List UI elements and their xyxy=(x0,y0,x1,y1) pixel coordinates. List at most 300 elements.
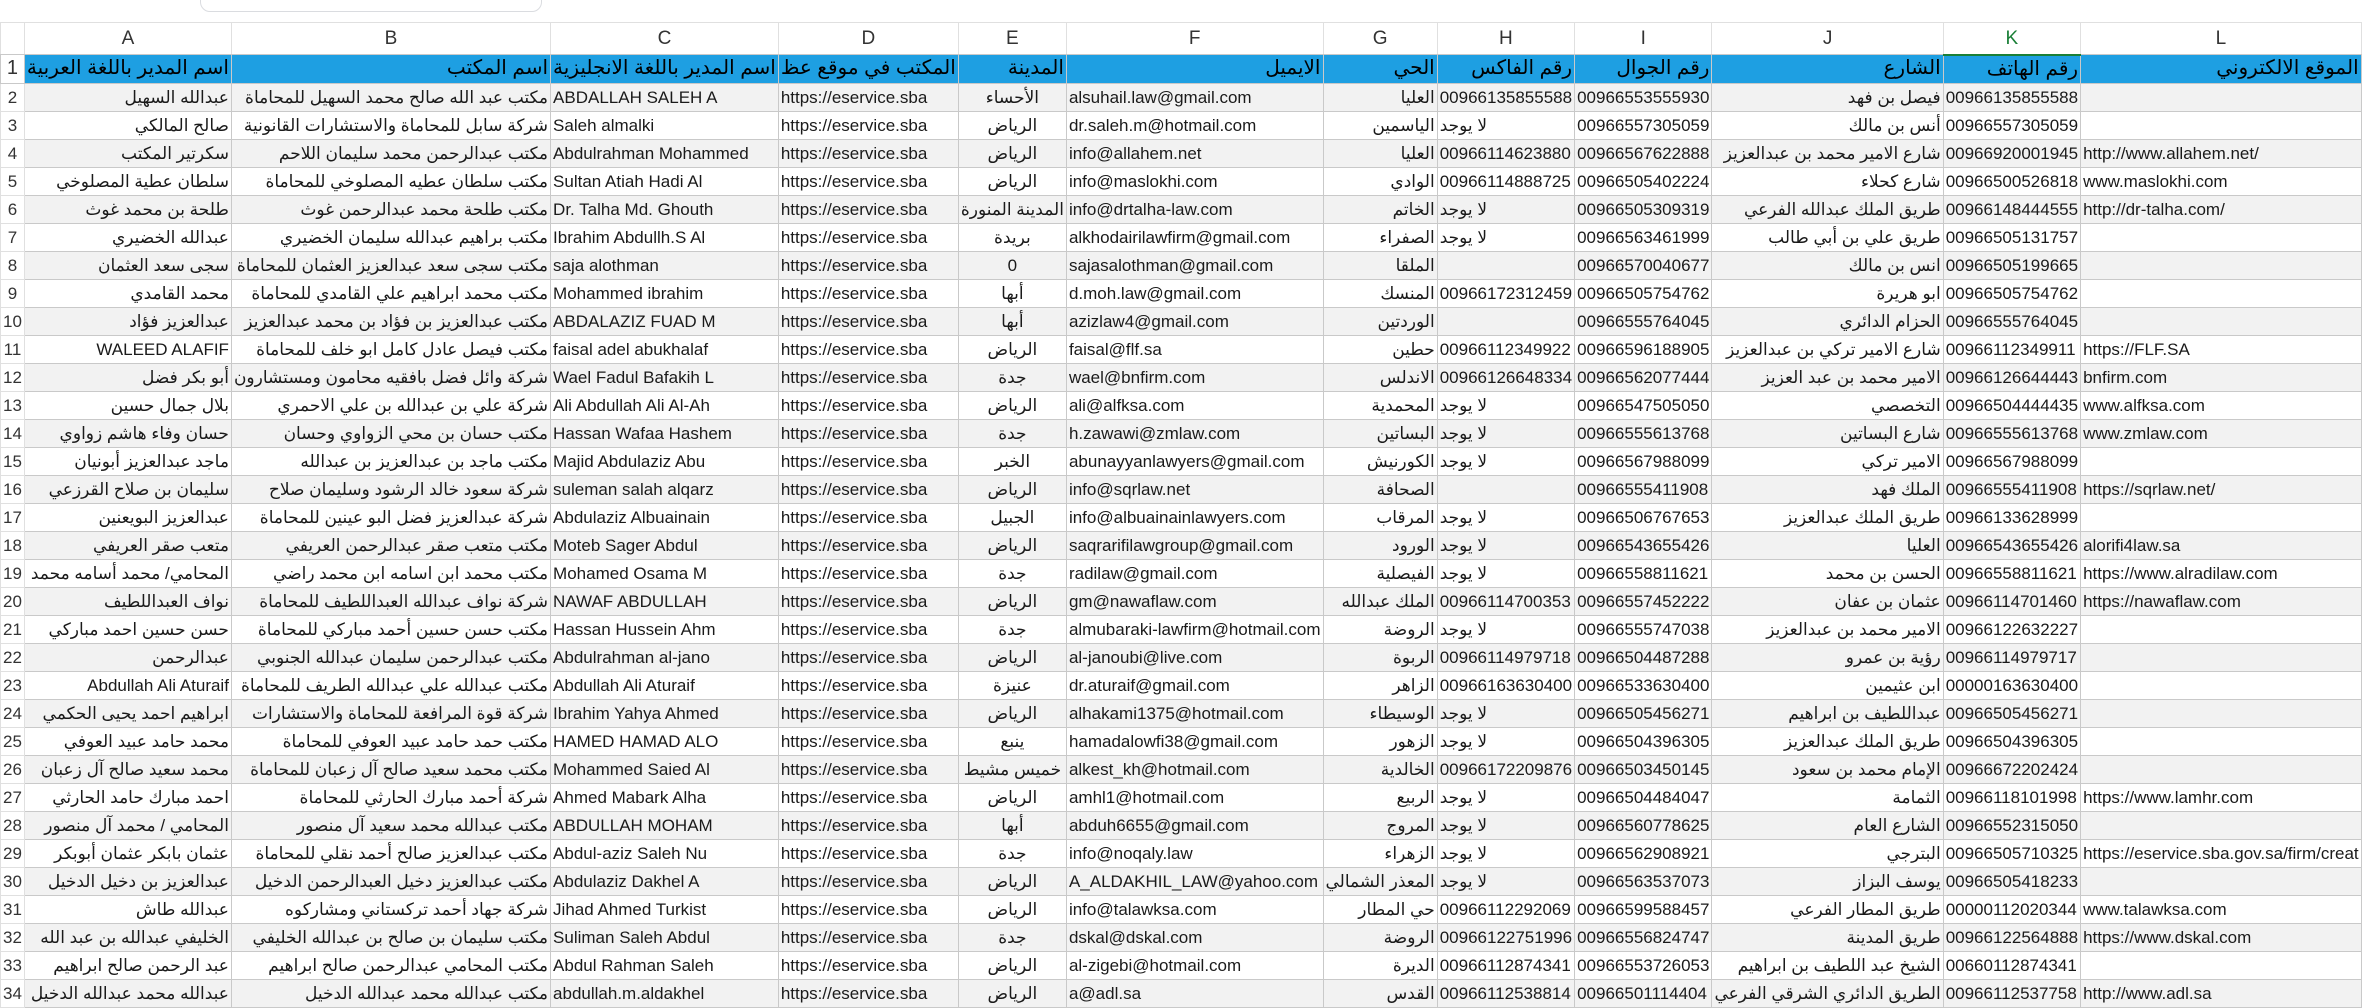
cell-office-link[interactable]: https://eservice.sba xyxy=(778,839,958,867)
cell-office-link[interactable]: https://eservice.sba xyxy=(778,559,958,587)
cell-district[interactable]: المحمدية xyxy=(1323,391,1437,419)
cell-district[interactable]: العليا xyxy=(1323,83,1437,111)
cell-district[interactable]: المنسك xyxy=(1323,279,1437,307)
cell-manager-english[interactable]: Ibrahim Abdullh.S Al xyxy=(551,223,779,251)
cell-city[interactable]: الرياض xyxy=(958,643,1066,671)
cell-email[interactable]: alsuhail.law@gmail.com xyxy=(1066,83,1323,111)
cell-manager-english[interactable]: HAMED HAMAD ALO xyxy=(551,727,779,755)
cell-city[interactable]: أبها xyxy=(958,811,1066,839)
column-header-a[interactable]: A xyxy=(24,23,231,55)
cell-mobile[interactable]: 00966563461999 xyxy=(1575,223,1712,251)
cell-district[interactable]: الملك عبدالله xyxy=(1323,587,1437,615)
cell-street[interactable]: الثمامة xyxy=(1712,783,1943,811)
cell-phone[interactable]: 00966118101998 xyxy=(1943,783,2080,811)
cell-website[interactable] xyxy=(2081,699,2362,727)
cell-fax[interactable]: 00966114888725 xyxy=(1437,167,1574,195)
cell-office-link[interactable]: https://eservice.sba xyxy=(778,419,958,447)
cell-district[interactable]: الورود xyxy=(1323,531,1437,559)
cell-city[interactable]: الرياض xyxy=(958,475,1066,503)
cell-office-name[interactable]: مكتب عبدالعزيز صالح أحمد نقلي للمحاماة xyxy=(231,839,550,867)
cell-district[interactable]: الملقا xyxy=(1323,251,1437,279)
cell-street[interactable]: طريق الملك عبدالعزيز xyxy=(1712,727,1943,755)
cell-manager-english[interactable]: saja alothman xyxy=(551,251,779,279)
cell-phone[interactable]: 00966552315050 xyxy=(1943,811,2080,839)
cell-district[interactable]: حي المطار xyxy=(1323,895,1437,923)
row-number[interactable]: 31 xyxy=(1,895,25,923)
cell-office-link[interactable]: https://eservice.sba xyxy=(778,531,958,559)
cell-phone[interactable]: 00966555613768 xyxy=(1943,419,2080,447)
cell-phone[interactable]: 00966135855588 xyxy=(1943,83,2080,111)
cell-city[interactable]: خميس مشيط xyxy=(958,755,1066,783)
cell-phone[interactable]: 00966114979717 xyxy=(1943,643,2080,671)
cell-fax[interactable]: 00966112538814 xyxy=(1437,979,1574,1007)
cell-office-name[interactable]: مكتب عبد الله صالح محمد السهيل للمحاماة xyxy=(231,83,550,111)
cell-office-link[interactable]: https://eservice.sba xyxy=(778,867,958,895)
cell-city[interactable]: الرياض xyxy=(958,391,1066,419)
row-number[interactable]: 28 xyxy=(1,811,25,839)
cell-manager-arabic[interactable]: متعب صقر العريفي xyxy=(24,531,231,559)
cell-street[interactable]: طريق علي بن أبي طالب xyxy=(1712,223,1943,251)
row-number[interactable]: 4 xyxy=(1,139,25,167)
cell-fax[interactable]: لا يوجد xyxy=(1437,419,1574,447)
cell-city[interactable]: الرياض xyxy=(958,167,1066,195)
cell-phone[interactable]: 00966505199665 xyxy=(1943,251,2080,279)
cell-mobile[interactable]: 00966596188905 xyxy=(1575,335,1712,363)
row-number[interactable]: 7 xyxy=(1,223,25,251)
cell-website[interactable]: https://nawaflaw.com xyxy=(2081,587,2362,615)
cell-mobile[interactable]: 00966556824747 xyxy=(1575,923,1712,951)
cell-website[interactable] xyxy=(2081,727,2362,755)
cell-website[interactable] xyxy=(2081,867,2362,895)
cell-website[interactable] xyxy=(2081,111,2362,139)
cell-email[interactable]: info@albuainainlawyers.com xyxy=(1066,503,1323,531)
cell-website[interactable]: http://dr-talha.com/ xyxy=(2081,195,2362,223)
header-cell-phone[interactable]: رقم الهاتف xyxy=(1943,55,2080,84)
cell-fax[interactable] xyxy=(1437,251,1574,279)
cell-fax[interactable]: لا يوجد xyxy=(1437,727,1574,755)
cell-manager-english[interactable]: Mohamed Osama M xyxy=(551,559,779,587)
cell-website[interactable] xyxy=(2081,223,2362,251)
cell-city[interactable]: الرياض xyxy=(958,531,1066,559)
cell-mobile[interactable]: 00966505309319 xyxy=(1575,195,1712,223)
cell-street[interactable]: شارع الامير محمد بن عبدالعزيز xyxy=(1712,139,1943,167)
cell-street[interactable]: طريق الملك عبدالله الفرعي xyxy=(1712,195,1943,223)
cell-phone[interactable]: 00966500526818 xyxy=(1943,167,2080,195)
cell-district[interactable]: الربيع xyxy=(1323,783,1437,811)
row-number[interactable]: 13 xyxy=(1,391,25,419)
cell-website[interactable]: www.talawksa.com xyxy=(2081,895,2362,923)
cell-manager-arabic[interactable]: عبدالعزيز البويعنين xyxy=(24,503,231,531)
cell-mobile[interactable]: 00966558811621 xyxy=(1575,559,1712,587)
cell-manager-arabic[interactable]: سجى سعد العثمان xyxy=(24,251,231,279)
cell-email[interactable]: sajasalothman@gmail.com xyxy=(1066,251,1323,279)
cell-phone[interactable]: 00966567988099 xyxy=(1943,447,2080,475)
cell-office-link[interactable]: https://eservice.sba xyxy=(778,363,958,391)
cell-mobile[interactable]: 00966560778625 xyxy=(1575,811,1712,839)
cell-mobile[interactable]: 00966555613768 xyxy=(1575,419,1712,447)
column-header-g[interactable]: G xyxy=(1323,23,1437,55)
cell-office-link[interactable]: https://eservice.sba xyxy=(778,783,958,811)
cell-office-name[interactable]: مكتب محمد ابراهيم علي القامدي للمحاماة xyxy=(231,279,550,307)
cell-mobile[interactable]: 00966501114404 xyxy=(1575,979,1712,1007)
cell-street[interactable]: الطريق الدائري الشرقي الفرعي xyxy=(1712,979,1943,1007)
cell-manager-english[interactable]: Abdulaziz Albuainain xyxy=(551,503,779,531)
cell-mobile[interactable]: 00966555411908 xyxy=(1575,475,1712,503)
cell-street[interactable]: البترجي xyxy=(1712,839,1943,867)
cell-manager-english[interactable]: Saleh almalki xyxy=(551,111,779,139)
cell-email[interactable]: alhakami1375@hotmail.com xyxy=(1066,699,1323,727)
row-number[interactable]: 15 xyxy=(1,447,25,475)
cell-district[interactable]: الربوة xyxy=(1323,643,1437,671)
cell-manager-english[interactable]: Abdulaziz Dakhel A xyxy=(551,867,779,895)
cell-manager-english[interactable]: Mohammed Saied Al xyxy=(551,755,779,783)
cell-office-link[interactable]: https://eservice.sba xyxy=(778,979,958,1007)
cell-office-link[interactable]: https://eservice.sba xyxy=(778,895,958,923)
cell-email[interactable]: info@drtalha-law.com xyxy=(1066,195,1323,223)
cell-mobile[interactable]: 00966562077444 xyxy=(1575,363,1712,391)
cell-office-name[interactable]: شركة قوة المرافعة للمحاماة والاستشارات xyxy=(231,699,550,727)
cell-city[interactable]: الرياض xyxy=(958,979,1066,1007)
cell-phone[interactable]: 00000112020344 xyxy=(1943,895,2080,923)
cell-street[interactable]: شارع الامير تركي بن عبدالعزيز xyxy=(1712,335,1943,363)
cell-fax[interactable]: 00966172312459 xyxy=(1437,279,1574,307)
cell-email[interactable]: alkest_kh@hotmail.com xyxy=(1066,755,1323,783)
cell-city[interactable]: الرياض xyxy=(958,951,1066,979)
cell-street[interactable]: الحسن بن محمد xyxy=(1712,559,1943,587)
row-number[interactable]: 12 xyxy=(1,363,25,391)
cell-fax[interactable]: لا يوجد xyxy=(1437,111,1574,139)
cell-mobile[interactable]: 00966570040677 xyxy=(1575,251,1712,279)
cell-city[interactable]: الرياض xyxy=(958,335,1066,363)
row-number[interactable]: 19 xyxy=(1,559,25,587)
cell-website[interactable] xyxy=(2081,811,2362,839)
cell-office-link[interactable]: https://eservice.sba xyxy=(778,83,958,111)
cell-phone[interactable]: 00966555411908 xyxy=(1943,475,2080,503)
cell-email[interactable]: info@sqrlaw.net xyxy=(1066,475,1323,503)
cell-manager-english[interactable]: Abdullah Ali Aturaif xyxy=(551,671,779,699)
cell-mobile[interactable]: 00966505402224 xyxy=(1575,167,1712,195)
column-header-l[interactable]: L xyxy=(2081,23,2362,55)
cell-city[interactable]: أبها xyxy=(958,279,1066,307)
cell-fax[interactable]: 00966172209876 xyxy=(1437,755,1574,783)
cell-city[interactable]: الرياض xyxy=(958,783,1066,811)
cell-mobile[interactable]: 00966505456271 xyxy=(1575,699,1712,727)
cell-manager-arabic[interactable]: بلال جمال حسين xyxy=(24,391,231,419)
cell-phone[interactable]: 00966126644443 xyxy=(1943,363,2080,391)
row-number[interactable]: 27 xyxy=(1,783,25,811)
cell-mobile[interactable]: 00966553555930 xyxy=(1575,83,1712,111)
cell-email[interactable]: info@maslokhi.com xyxy=(1066,167,1323,195)
row-number[interactable]: 32 xyxy=(1,923,25,951)
cell-city[interactable]: بريدة xyxy=(958,223,1066,251)
cell-office-name[interactable]: مكتب متعب صقر عبدالرحمن العريفي xyxy=(231,531,550,559)
cell-street[interactable]: التخصصي xyxy=(1712,391,1943,419)
cell-fax[interactable]: 00966163630400 xyxy=(1437,671,1574,699)
cell-office-name[interactable]: مكتب سلطان عطيه المصلوخي للمحاماة xyxy=(231,167,550,195)
cell-website[interactable] xyxy=(2081,83,2362,111)
cell-manager-english[interactable]: ABDULLAH MOHAM xyxy=(551,811,779,839)
cell-street[interactable]: انس بن مالك xyxy=(1712,251,1943,279)
cell-office-link[interactable]: https://eservice.sba xyxy=(778,111,958,139)
cell-manager-english[interactable]: Moteb Sager Abdul xyxy=(551,531,779,559)
cell-office-name[interactable]: شركة عبدالعزيز فضل البو عينين للمحاماة xyxy=(231,503,550,531)
cell-manager-arabic[interactable]: سليمان بن صلاح القرزعي xyxy=(24,475,231,503)
cell-website[interactable]: https://www.dskal.com xyxy=(2081,923,2362,951)
cell-street[interactable]: أنس بن مالك xyxy=(1712,111,1943,139)
cell-fax[interactable]: لا يوجد xyxy=(1437,223,1574,251)
cell-street[interactable]: عبداللطيف بن ابراهيم xyxy=(1712,699,1943,727)
cell-office-link[interactable]: https://eservice.sba xyxy=(778,447,958,475)
cell-email[interactable]: wael@bnfirm.com xyxy=(1066,363,1323,391)
cell-manager-english[interactable]: Abdul Rahman Saleh xyxy=(551,951,779,979)
cell-street[interactable]: طريق المدينة xyxy=(1712,923,1943,951)
cell-email[interactable]: info@noqaly.law xyxy=(1066,839,1323,867)
cell-office-name[interactable]: شركة سابل للمحاماة والاستشارات القانونية xyxy=(231,111,550,139)
row-number[interactable]: 26 xyxy=(1,755,25,783)
cell-email[interactable]: gm@nawaflaw.com xyxy=(1066,587,1323,615)
cell-fax[interactable]: لا يوجد xyxy=(1437,867,1574,895)
cell-district[interactable]: الكورنيش xyxy=(1323,447,1437,475)
cell-email[interactable]: info@talawksa.com xyxy=(1066,895,1323,923)
cell-fax[interactable]: لا يوجد xyxy=(1437,391,1574,419)
header-cell-fax[interactable]: رقم الفاكس xyxy=(1437,55,1574,84)
cell-office-name[interactable]: شركة سعود خالد الرشود وسليمان صلاح xyxy=(231,475,550,503)
cell-office-name[interactable]: شركة وائل فضل بافقيه محامون ومستشارون xyxy=(231,363,550,391)
column-header-k[interactable]: K xyxy=(1943,23,2080,55)
formula-bar[interactable] xyxy=(200,0,542,12)
cell-office-name[interactable]: مكتب عبدالرحمن محمد سليمان اللاحم xyxy=(231,139,550,167)
cell-office-link[interactable]: https://eservice.sba xyxy=(778,139,958,167)
cell-city[interactable]: الأحساء xyxy=(958,83,1066,111)
cell-mobile[interactable]: 00966503450145 xyxy=(1575,755,1712,783)
cell-manager-english[interactable]: Majid Abdulaziz Abu xyxy=(551,447,779,475)
cell-mobile[interactable]: 00966599588457 xyxy=(1575,895,1712,923)
cell-email[interactable]: al-janoubi@live.com xyxy=(1066,643,1323,671)
cell-website[interactable]: https://www.alradilaw.com xyxy=(2081,559,2362,587)
cell-phone[interactable]: 00966112537758 xyxy=(1943,979,2080,1007)
cell-office-link[interactable]: https://eservice.sba xyxy=(778,307,958,335)
cell-email[interactable]: info@allahem.net xyxy=(1066,139,1323,167)
cell-email[interactable]: faisal@flf.sa xyxy=(1066,335,1323,363)
cell-district[interactable]: المروج xyxy=(1323,811,1437,839)
cell-office-link[interactable]: https://eservice.sba xyxy=(778,279,958,307)
cell-manager-arabic[interactable]: ماجد عبدالعزيز أبونيان xyxy=(24,447,231,475)
row-number[interactable]: 6 xyxy=(1,195,25,223)
select-all-corner[interactable] xyxy=(1,23,25,55)
cell-district[interactable]: الوسيطاء xyxy=(1323,699,1437,727)
cell-phone[interactable]: 00966504444435 xyxy=(1943,391,2080,419)
cell-manager-english[interactable]: ABDALLAH SALEH A xyxy=(551,83,779,111)
cell-district[interactable]: الزهور xyxy=(1323,727,1437,755)
cell-phone[interactable]: 00966114701460 xyxy=(1943,587,2080,615)
cell-office-link[interactable]: https://eservice.sba xyxy=(778,699,958,727)
cell-mobile[interactable]: 00966563537073 xyxy=(1575,867,1712,895)
cell-city[interactable]: الرياض xyxy=(958,111,1066,139)
cell-district[interactable]: الخالدية xyxy=(1323,755,1437,783)
cell-manager-arabic[interactable]: سكرتير المكتب xyxy=(24,139,231,167)
cell-phone[interactable]: 00966505131757 xyxy=(1943,223,2080,251)
header-cell-email[interactable]: الايميل xyxy=(1066,55,1323,84)
cell-office-name[interactable]: مكتب عبدالله محمد عبدالله الدخيل xyxy=(231,979,550,1007)
cell-mobile[interactable]: 00966567988099 xyxy=(1575,447,1712,475)
cell-fax[interactable]: 00966114700353 xyxy=(1437,587,1574,615)
cell-office-name[interactable]: مكتب محمد ابن اسامه ابن محمد راضي xyxy=(231,559,550,587)
cell-fax[interactable]: 00966122751996 xyxy=(1437,923,1574,951)
cell-city[interactable]: عنيزة xyxy=(958,671,1066,699)
cell-district[interactable]: الياسمين xyxy=(1323,111,1437,139)
cell-website[interactable] xyxy=(2081,615,2362,643)
cell-fax[interactable]: 00966112874341 xyxy=(1437,951,1574,979)
header-cell-manager-arabic[interactable]: اسم المدير باللغة العربية xyxy=(24,55,231,84)
cell-fax[interactable]: 00966114623880 xyxy=(1437,139,1574,167)
row-number[interactable]: 5 xyxy=(1,167,25,195)
cell-office-link[interactable]: https://eservice.sba xyxy=(778,503,958,531)
cell-street[interactable]: طريق الملك عبدالعزيز xyxy=(1712,503,1943,531)
cell-phone[interactable]: 00966672202424 xyxy=(1943,755,2080,783)
cell-phone[interactable]: 00966505418233 xyxy=(1943,867,2080,895)
cell-website[interactable] xyxy=(2081,643,2362,671)
cell-manager-english[interactable]: Hassan Hussein Ahm xyxy=(551,615,779,643)
cell-phone[interactable]: 00966555764045 xyxy=(1943,307,2080,335)
cell-phone[interactable]: 00000163630400 xyxy=(1943,671,2080,699)
cell-office-name[interactable]: مكتب عبدالرحمن سليمان عبدالله الجنوبي xyxy=(231,643,550,671)
cell-manager-english[interactable]: Hassan Wafaa Hashem xyxy=(551,419,779,447)
cell-phone[interactable]: 00966543655426 xyxy=(1943,531,2080,559)
cell-district[interactable]: الوادي xyxy=(1323,167,1437,195)
cell-district[interactable]: الروضة xyxy=(1323,923,1437,951)
row-number[interactable]: 23 xyxy=(1,671,25,699)
cell-phone[interactable]: 00966505710325 xyxy=(1943,839,2080,867)
row-number[interactable]: 10 xyxy=(1,307,25,335)
row-number[interactable]: 18 xyxy=(1,531,25,559)
cell-street[interactable]: شارع كحلاء xyxy=(1712,167,1943,195)
cell-manager-arabic[interactable]: عبدالعزيز بن دخيل الدخيل xyxy=(24,867,231,895)
cell-phone[interactable]: 00966505754762 xyxy=(1943,279,2080,307)
cell-office-name[interactable]: مكتب ماجد بن عبدالعزيز بن عبدالله xyxy=(231,447,550,475)
cell-phone[interactable]: 00966133628999 xyxy=(1943,503,2080,531)
cell-manager-english[interactable]: faisal adel abukhalaf xyxy=(551,335,779,363)
column-header-j[interactable]: J xyxy=(1712,23,1943,55)
cell-phone[interactable]: 00966558811621 xyxy=(1943,559,2080,587)
cell-city[interactable]: الرياض xyxy=(958,699,1066,727)
cell-fax[interactable]: لا يوجد xyxy=(1437,503,1574,531)
cell-district[interactable]: المرقاب xyxy=(1323,503,1437,531)
cell-email[interactable]: dskal@dskal.com xyxy=(1066,923,1323,951)
cell-district[interactable]: القدس xyxy=(1323,979,1437,1007)
row-number[interactable]: 20 xyxy=(1,587,25,615)
cell-office-link[interactable]: https://eservice.sba xyxy=(778,335,958,363)
header-cell-manager-english[interactable]: اسم المدير باللغة الانجليزية xyxy=(551,55,779,84)
cell-office-name[interactable]: شركة جهاد أحمد تركستاني ومشاركوه xyxy=(231,895,550,923)
cell-website[interactable] xyxy=(2081,307,2362,335)
cell-email[interactable]: radilaw@gmail.com xyxy=(1066,559,1323,587)
cell-website[interactable]: bnfirm.com xyxy=(2081,363,2362,391)
cell-street[interactable]: العليا xyxy=(1712,531,1943,559)
cell-mobile[interactable]: 00966505754762 xyxy=(1575,279,1712,307)
cell-manager-arabic[interactable]: سلطان عطية المصلوخي xyxy=(24,167,231,195)
cell-manager-english[interactable]: Wael Fadul Bafakih L xyxy=(551,363,779,391)
cell-phone[interactable]: 00966122632227 xyxy=(1943,615,2080,643)
header-cell-district[interactable]: الحي xyxy=(1323,55,1437,84)
header-cell-street[interactable]: الشارع xyxy=(1712,55,1943,84)
cell-district[interactable]: الوردتين xyxy=(1323,307,1437,335)
cell-street[interactable]: الشيخ عبد اللطيف بن ابراهيم xyxy=(1712,951,1943,979)
row-number[interactable]: 25 xyxy=(1,727,25,755)
cell-website[interactable]: https://eservice.sba.gov.sa/firm/creat xyxy=(2081,839,2362,867)
cell-email[interactable]: almubaraki-lawfirm@hotmail.com xyxy=(1066,615,1323,643)
cell-city[interactable]: أبها xyxy=(958,307,1066,335)
cell-manager-arabic[interactable]: عبدالله طاش xyxy=(24,895,231,923)
row-number[interactable]: 8 xyxy=(1,251,25,279)
column-header-h[interactable]: H xyxy=(1437,23,1574,55)
cell-mobile[interactable]: 00966543655426 xyxy=(1575,531,1712,559)
cell-street[interactable]: ابو هريرة xyxy=(1712,279,1943,307)
cell-district[interactable]: الفيصلية xyxy=(1323,559,1437,587)
cell-phone[interactable]: 00660112874341 xyxy=(1943,951,2080,979)
row-number[interactable]: 22 xyxy=(1,643,25,671)
cell-website[interactable]: www.zmlaw.com xyxy=(2081,419,2362,447)
row-number[interactable]: 21 xyxy=(1,615,25,643)
cell-manager-arabic[interactable]: الخليفي عبدالله بن عبد الله xyxy=(24,923,231,951)
cell-manager-english[interactable]: NAWAF ABDULLAH xyxy=(551,587,779,615)
column-header-e[interactable]: E xyxy=(958,23,1066,55)
cell-phone[interactable]: 00966148444555 xyxy=(1943,195,2080,223)
cell-website[interactable]: https://FLF.SA xyxy=(2081,335,2362,363)
cell-phone[interactable]: 00966505456271 xyxy=(1943,699,2080,727)
cell-office-name[interactable]: شركة علي بن عبدالله بن علي الاحمري xyxy=(231,391,550,419)
cell-manager-english[interactable]: Ali Abdullah Ali Al-Ah xyxy=(551,391,779,419)
cell-office-link[interactable]: https://eservice.sba xyxy=(778,755,958,783)
cell-email[interactable]: abunayyanlawyers@gmail.com xyxy=(1066,447,1323,475)
cell-district[interactable]: الخاتم xyxy=(1323,195,1437,223)
cell-office-name[interactable]: مكتب عبدالله محمد سعيد آل منصور xyxy=(231,811,550,839)
cell-office-name[interactable]: مكتب سجى سعد عبدالعزيز العثمان للمحاماة xyxy=(231,251,550,279)
cell-office-link[interactable]: https://eservice.sba xyxy=(778,475,958,503)
cell-office-name[interactable]: مكتب سليمان بن صالح بن عبدالله الخليفي xyxy=(231,923,550,951)
cell-city[interactable]: الخبر xyxy=(958,447,1066,475)
cell-manager-arabic[interactable]: صالح المالكي xyxy=(24,111,231,139)
cell-office-link[interactable]: https://eservice.sba xyxy=(778,727,958,755)
cell-manager-arabic[interactable]: حسان وفاء هاشم زواوي xyxy=(24,419,231,447)
cell-office-link[interactable]: https://eservice.sba xyxy=(778,167,958,195)
cell-manager-arabic[interactable]: حسن حسين احمد مباركي xyxy=(24,615,231,643)
cell-website[interactable] xyxy=(2081,447,2362,475)
cell-fax[interactable] xyxy=(1437,475,1574,503)
cell-manager-arabic[interactable]: المحامي/ محمد أسامه محمد xyxy=(24,559,231,587)
cell-website[interactable] xyxy=(2081,951,2362,979)
cell-city[interactable]: الجبيل xyxy=(958,503,1066,531)
cell-street[interactable]: الملك فهد xyxy=(1712,475,1943,503)
cell-district[interactable]: الصفراء xyxy=(1323,223,1437,251)
cell-fax[interactable]: 00966135855588 xyxy=(1437,83,1574,111)
cell-street[interactable]: الشارع العام xyxy=(1712,811,1943,839)
header-cell-office-name[interactable]: اسم المكتب xyxy=(231,55,550,84)
cell-mobile[interactable]: 00966562908921 xyxy=(1575,839,1712,867)
cell-fax[interactable]: 00966112349922 xyxy=(1437,335,1574,363)
cell-phone[interactable]: 00966920001945 xyxy=(1943,139,2080,167)
cell-mobile[interactable]: 00966547505050 xyxy=(1575,391,1712,419)
cell-manager-english[interactable]: Sultan Atiah Hadi Al xyxy=(551,167,779,195)
cell-office-name[interactable]: مكتب عبدالعزيز دخيل العبدالرحمن الدخيل xyxy=(231,867,550,895)
cell-street[interactable]: عثمان بن عفان xyxy=(1712,587,1943,615)
cell-manager-english[interactable]: abdullah.m.aldakhel xyxy=(551,979,779,1007)
cell-email[interactable]: hamadalowfi38@gmail.com xyxy=(1066,727,1323,755)
cell-office-name[interactable]: مكتب عبدالعزيز بن فؤاد بن محمد عبدالعزيز xyxy=(231,307,550,335)
cell-email[interactable]: abduh6655@gmail.com xyxy=(1066,811,1323,839)
cell-district[interactable]: الاندلس xyxy=(1323,363,1437,391)
cell-mobile[interactable]: 00966567622888 xyxy=(1575,139,1712,167)
column-header-i[interactable]: I xyxy=(1575,23,1712,55)
